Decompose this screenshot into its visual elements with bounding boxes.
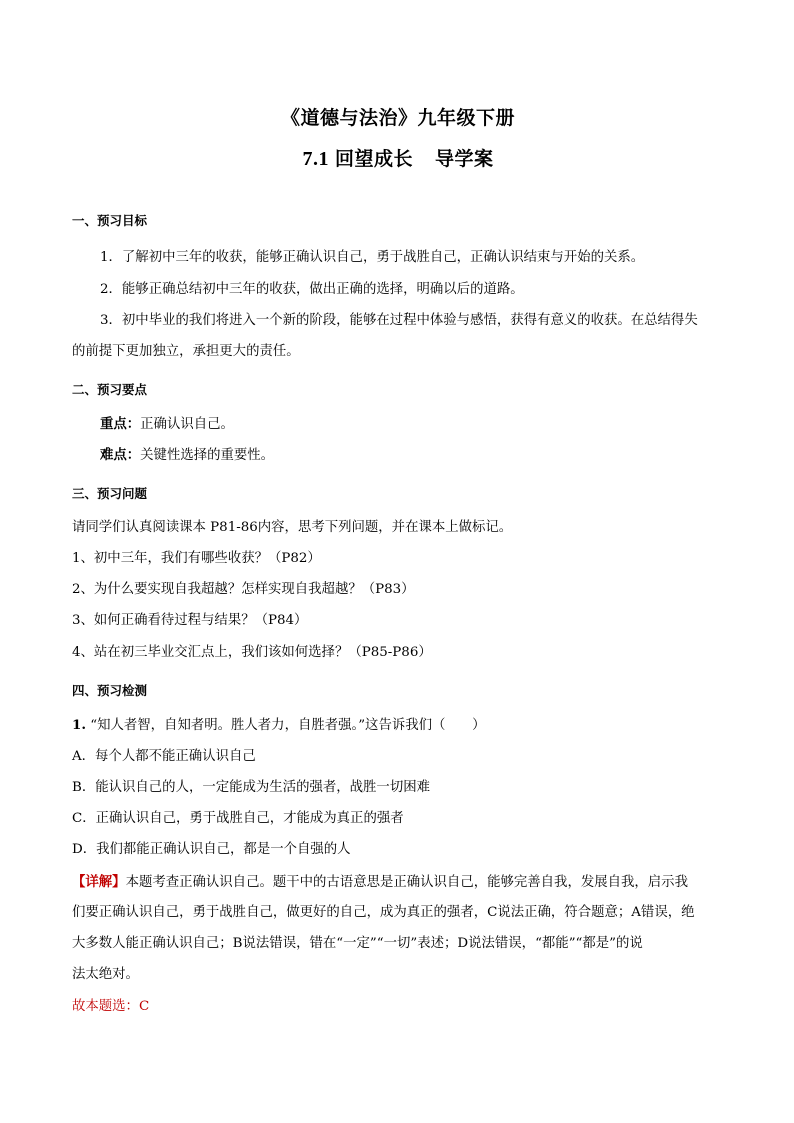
explanation-text: 本题考查正确认识自己。题干中的古语意思是正确认识自己，能够完善自我，发展自我，启示我: [125, 875, 688, 890]
lesson-number: 7.1: [302, 148, 329, 170]
quiz-option-c: C．正确认识自己，勇于战胜自己，才能成为真正的强者: [72, 811, 404, 826]
goal-item: 2．能够正确总结初中三年的收获，做出正确的选择，明确以后的道路。: [100, 282, 524, 297]
question-item: 2、为什么要实现自我超越？怎样实现自我超越？（P83）: [72, 582, 415, 597]
question-item: 1、初中三年，我们有哪些收获？（P82）: [72, 551, 321, 566]
explanation-line: [72, 874, 724, 891]
quiz-option-b: B．能认识自己的人，一定能成为生活的强者，战胜一切困难: [72, 780, 430, 795]
explanation-line: 法太绝对。: [72, 967, 139, 982]
key-point-text: 正确认识自己。: [140, 417, 234, 432]
document-subtitle: [72, 144, 724, 171]
question-item: 4、站在初三毕业交汇点上，我们该如何选择？（P85-P86）: [72, 645, 432, 660]
goal-item-continuation: 的前提下更加独立，承担更大的责任。: [72, 344, 300, 359]
section-heading-goals: 一、预习目标: [72, 213, 148, 228]
quiz-question-text: “知人者智，自知者明。胜人者力，自胜者强。”这告诉我们（ ）: [90, 718, 486, 733]
questions-intro: 请同学们认真阅读课本 P81-86内容，思考下列问题，并在课本上做标记。: [72, 520, 513, 535]
quiz-option-d: D．我们都能正确认识自己，都是一个自强的人: [72, 842, 351, 857]
goal-item: 3．初中毕业的我们将进入一个新的阶段，能够在过程中体验与感悟，获得有意义的收获。在总结得失: [100, 313, 698, 328]
key-point: [100, 416, 724, 433]
document-title: 《道德与法治》九年级下册: [280, 107, 515, 129]
difficulty-text: 关键性选择的重要性。: [140, 448, 275, 463]
quiz-question: [72, 717, 724, 734]
lesson-type: 导学案: [435, 148, 494, 170]
quiz-option-a: A．每个人都不能正确认识自己: [72, 749, 256, 764]
difficulty-label: 难点：: [100, 447, 141, 463]
explanation-line: 们要正确认识自己，勇于战胜自己，做更好的自己，成为真正的强者，C说法正确，符合题意；A错误，绝: [72, 905, 695, 920]
lesson-title: 回望成长: [334, 148, 413, 170]
section-heading-questions: 三、预习问题: [72, 486, 148, 501]
difficulty-point: [100, 447, 724, 464]
explanation-line: 大多数人能正确认识自己；B说法错误，错在“一定”“一切”表述；D说法错误，“都能”“都是”的说: [72, 936, 643, 951]
section-heading-check: 四、预习检测: [72, 683, 148, 698]
goal-item: 1．了解初中三年的收获，能够正确认识自己，勇于战胜自己，正确认识结束与开始的关系。: [100, 250, 645, 265]
question-item: 3、如何正确看待过程与结果？（P84）: [72, 613, 308, 628]
explanation-label: 【详解】: [72, 874, 126, 890]
key-point-label: 重点：: [100, 416, 141, 432]
section-heading-keypoints: 二、预习要点: [72, 382, 148, 397]
quiz-question-number: 1.: [72, 717, 86, 733]
answer-line: 故本题选：C: [72, 999, 150, 1014]
